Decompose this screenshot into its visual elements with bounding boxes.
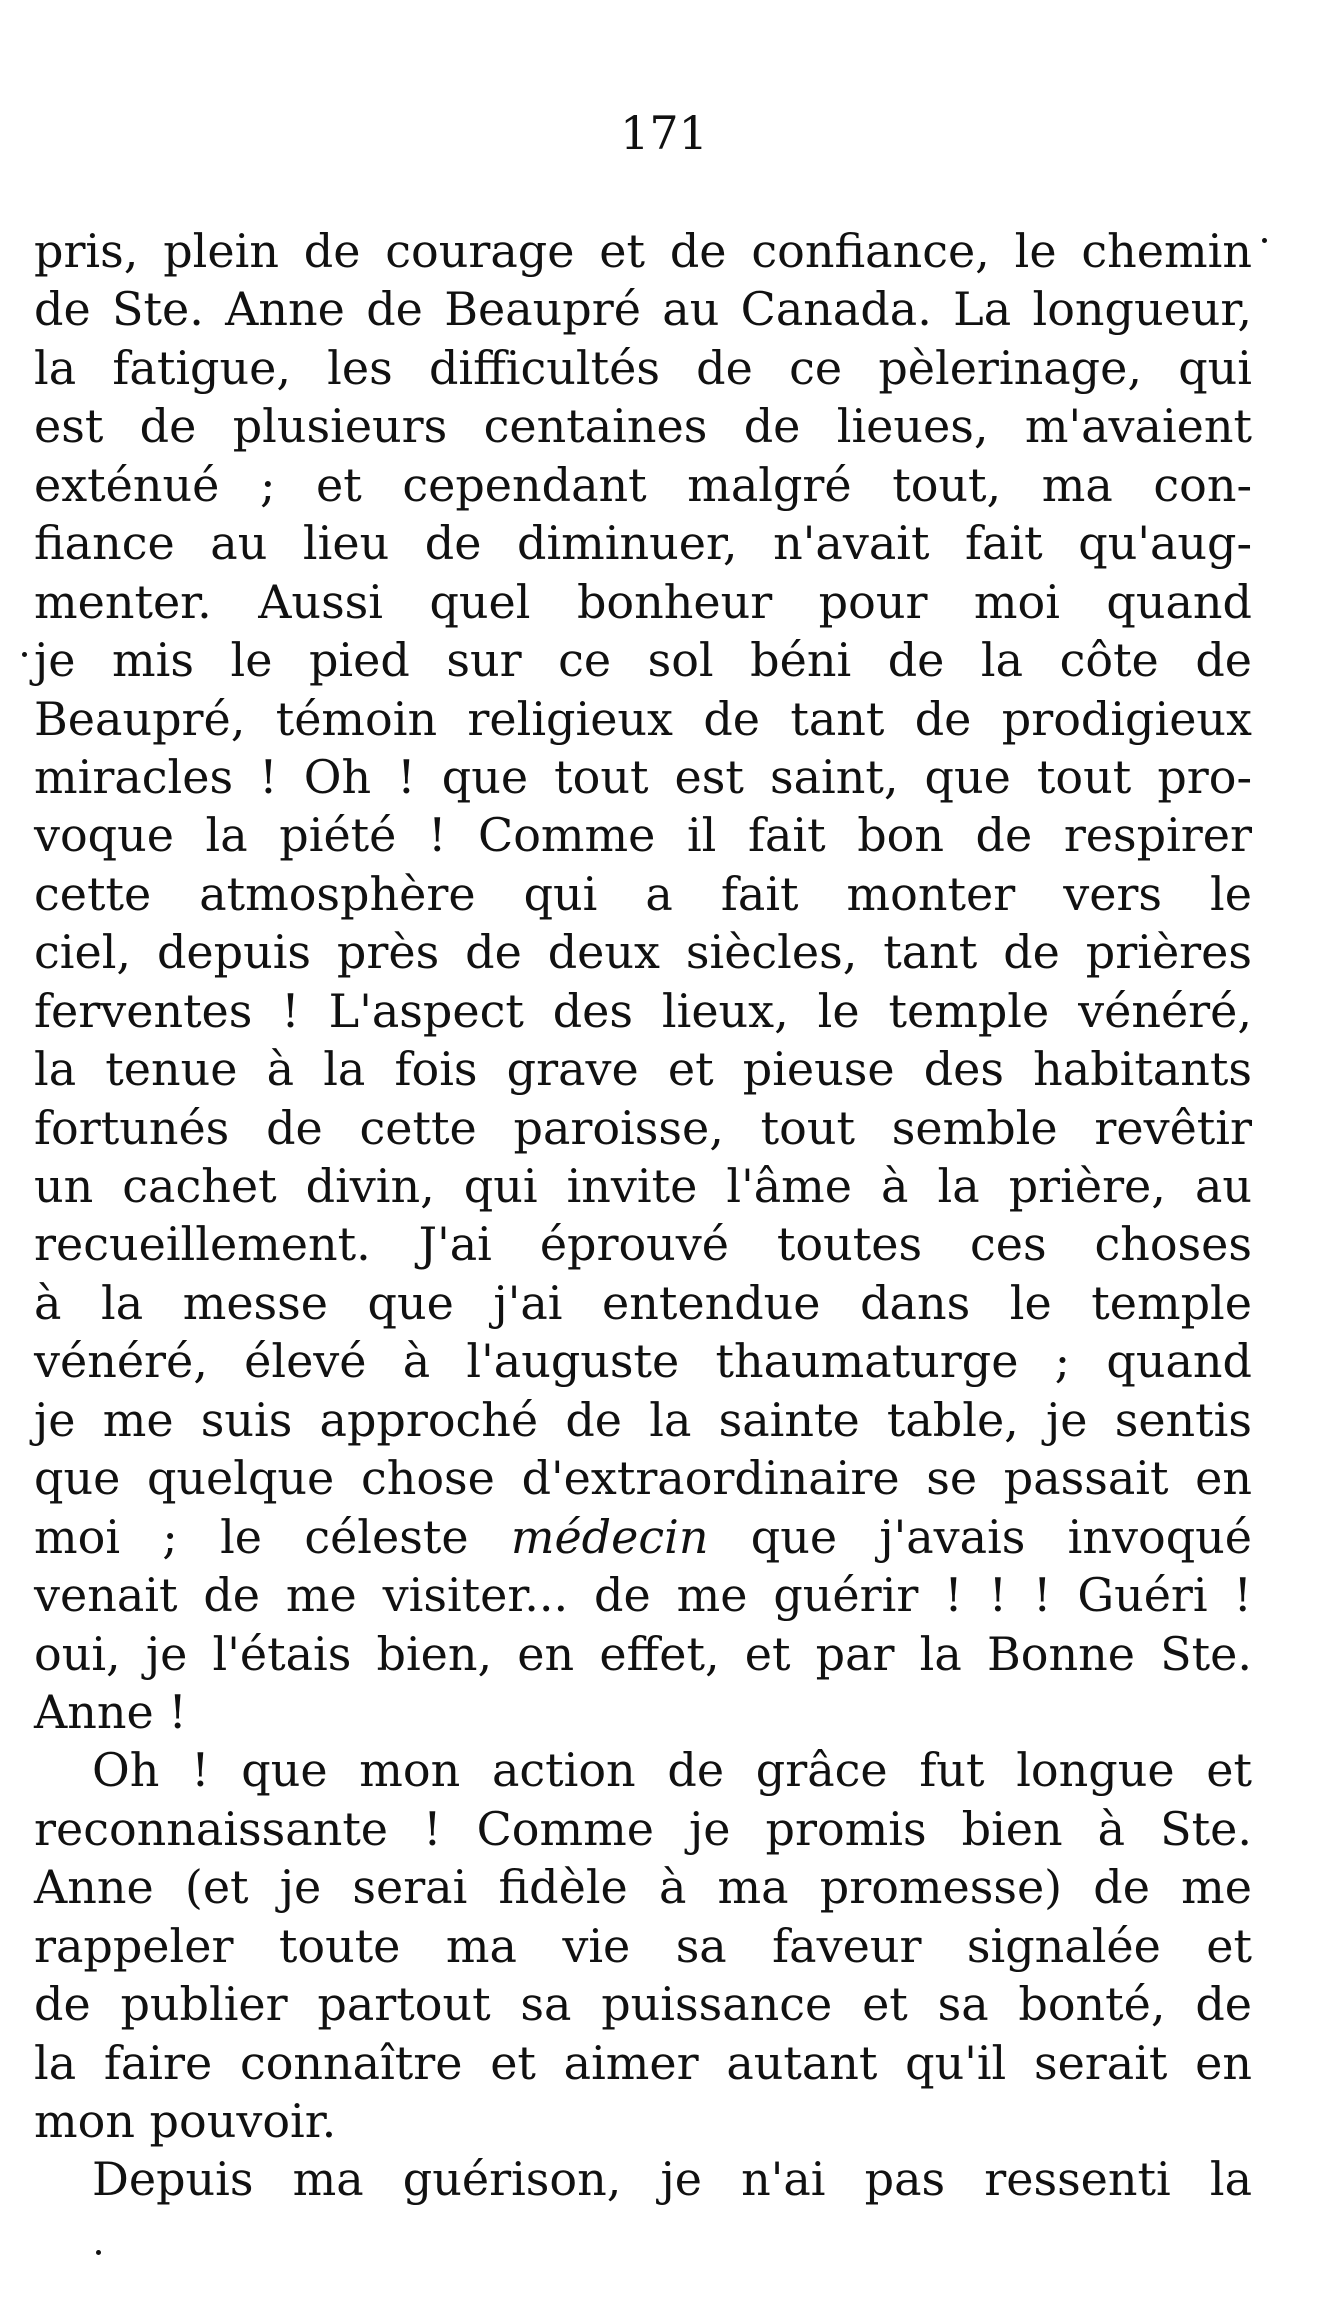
text-line: miracles ! Oh ! que tout est saint, que tout pro- [34,749,1252,804]
text-line: Anne (et je serai fidèle à ma promesse) de me [34,1860,1252,1915]
text-line: un cachet divin, qui invite l'âme à la prière, au [34,1159,1252,1213]
text-line: je mis le pied sur ce sol béni de la côte de [34,633,1252,688]
text-line: venait de me visiter... de me guérir ! ! ! Guéri ! [34,1568,1252,1623]
text-line: pris, plein de courage et de confiance, le chemin [34,224,1252,278]
text-line: recueillement. J'ai éprouvé toutes ces choses [34,1217,1252,1272]
text-line: voque la piété ! Comme il fait bon de respirer [34,808,1252,863]
text-line: je me suis approché de la sainte table, je sentis [34,1392,1252,1447]
text-line: menter. Aussi quel bonheur pour moi quand [34,574,1252,629]
body-text [34,222,1252,2209]
text-line: Depuis ma guérison, je n'ai pas ressenti la [92,2152,1252,2207]
text-line: de Ste. Anne de Beaupré au Canada. La longueur, [34,282,1252,337]
text-line: à la messe que j'ai entendue dans le temple [34,1275,1252,1330]
text-line: Beaupré, témoin religieux de tant de prodigieux [34,691,1252,746]
text-line: oui, je l'étais bien, en effet, et par la Bonne Ste. [34,1626,1252,1681]
text-line: la tenue à la fois grave et pieuse des habitants [34,1042,1252,1097]
text-line: de publier partout sa puissance et sa bonté, de [34,1977,1252,2032]
margin-dot [1262,238,1267,243]
text-line: la faire connaître et aimer autant qu'il serait en [34,2035,1252,2090]
text-line: Oh ! que mon action de grâce fut longue et [92,1743,1252,1798]
margin-dot [96,2250,101,2255]
text-line: Anne ! [34,1684,187,1739]
page-number: 171 [620,106,708,160]
text-line: fiance au lieu de diminuer, n'avait fait qu'aug- [34,516,1252,571]
text-line: reconnaissante ! Comme je promis bien à Ste. [34,1801,1252,1856]
text-line: est de plusieurs centaines de lieues, m'avaient [34,399,1252,454]
text-line: mon pouvoir. [34,2094,337,2148]
text-line: vénéré, élevé à l'auguste thaumaturge ; quand [34,1334,1252,1389]
italic-word: médecin [510,1509,709,1564]
text-line: ciel, depuis près de deux siècles, tant de prières [34,925,1252,980]
text-line: que quelque chose d'extraordinaire se passait en [34,1451,1252,1506]
text-line: moi ; le céleste médecin que j'avais invoqué [34,1509,1252,1564]
text-line: fortunés de cette paroisse, tout semble revêtir [34,1100,1252,1155]
text-line: ferventes ! L'aspect des lieux, le temple vénéré, [34,983,1252,1038]
text-line: cette atmosphère qui a fait monter vers le [34,866,1252,921]
text-line: rappeler toute ma vie sa faveur signalée et [34,1918,1252,1973]
margin-dot [22,652,27,657]
text-line: exténué ; et cependant malgré tout, ma con- [34,457,1252,512]
text-line: la fatigue, les difficultés de ce pèlerinage, qui [34,340,1252,395]
